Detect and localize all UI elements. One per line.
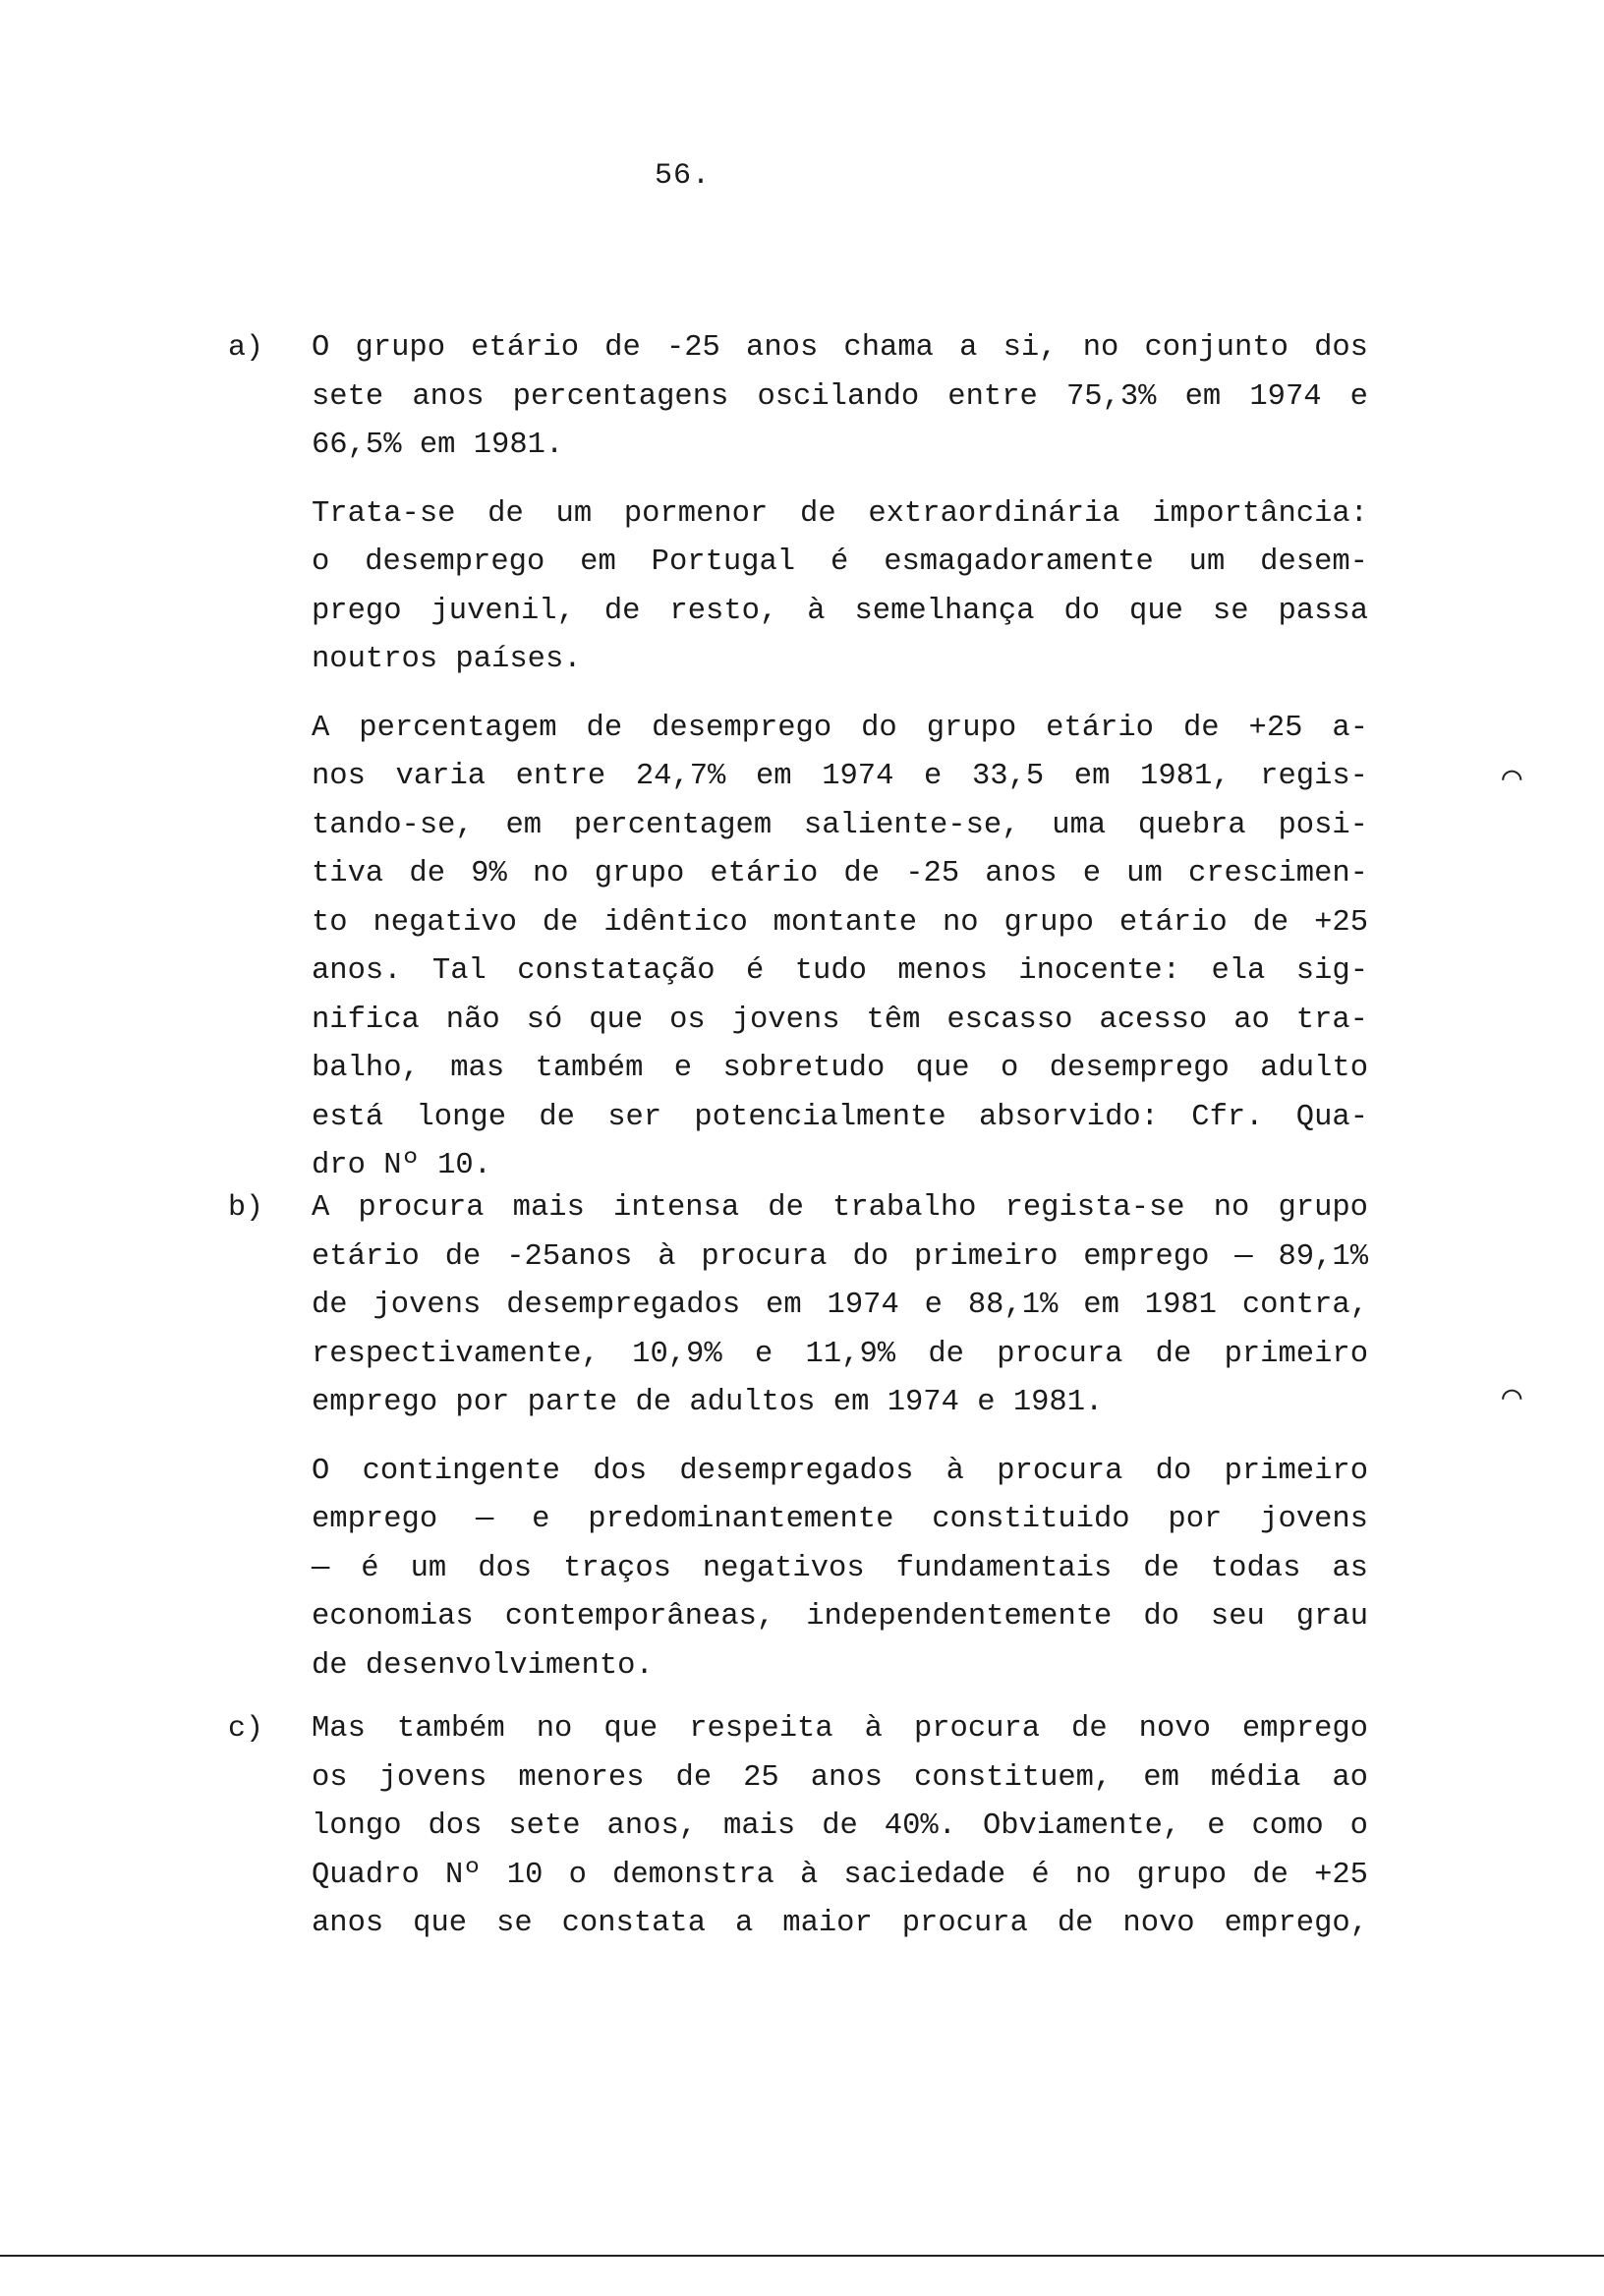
text-line: Quadro Nº 10 o demonstra à saciedade é no grupo de +25 bbox=[312, 1858, 1368, 1892]
page-number: 56. bbox=[655, 159, 712, 193]
text-line: O contingente dos desempregados à procura do primeiro bbox=[312, 1454, 1368, 1488]
item-marker: c) bbox=[228, 1712, 264, 1746]
text-line: tando-se, em percentagem saliente-se, uma quebra posi- bbox=[312, 808, 1368, 842]
item-marker: b) bbox=[228, 1191, 264, 1225]
text-line: de jovens desempregados em 1974 e 88,1% em 1981 contra, bbox=[312, 1289, 1368, 1322]
text-line: emprego — e predominantemente constituido por jovens bbox=[312, 1503, 1368, 1536]
text-line: tiva de 9% no grupo etário de -25 anos e um crescimen- bbox=[312, 857, 1368, 890]
text-line: de desenvolvimento. bbox=[312, 1648, 654, 1683]
text-line: A percentagem de desemprego do grupo etário de +25 a- bbox=[312, 711, 1368, 745]
text-line: os jovens menores de 25 anos constituem, em média ao bbox=[312, 1760, 1368, 1795]
text-line: prego juvenil, de resto, à semelhança do que se passa bbox=[312, 594, 1368, 628]
text-line: O grupo etário de -25 anos chama a si, no conjunto dos bbox=[312, 331, 1368, 365]
text-line: nifica não só que os jovens têm escasso acesso ao tra- bbox=[312, 1003, 1368, 1037]
text-line: respectivamente, 10,9% e 11,9% de procura de primeiro bbox=[312, 1337, 1368, 1371]
item-body bbox=[312, 324, 1368, 1211]
paragraph bbox=[312, 1448, 1368, 1692]
item-marker: a) bbox=[228, 331, 264, 365]
item-body bbox=[312, 1184, 1368, 1710]
paragraph bbox=[312, 324, 1368, 471]
paragraph bbox=[312, 705, 1368, 1191]
item-body bbox=[312, 1705, 1368, 1969]
margin-mark: ⌒ bbox=[1502, 1380, 1522, 1417]
text-line: to negativo de idêntico montante no grupo etário de +25 bbox=[312, 905, 1368, 940]
text-line: nos varia entre 24,7% em 1974 e 33,5 em 1981, regis- bbox=[312, 760, 1368, 793]
text-line: balho, mas também e sobretudo que o desemprego adulto bbox=[312, 1052, 1368, 1085]
text-line: anos. Tal constatação é tudo menos inocente: ela sig- bbox=[312, 954, 1368, 988]
text-line: dro Nº 10. bbox=[312, 1149, 492, 1182]
text-line: sete anos percentagens oscilando entre 75,3% em 1974 e bbox=[312, 379, 1368, 414]
text-line: economias contemporâneas, independentemente do seu grau bbox=[312, 1600, 1368, 1634]
text-line: noutros países. bbox=[312, 643, 582, 676]
bottom-rule bbox=[0, 2255, 1604, 2257]
text-line: emprego por parte de adultos em 1974 e 1981. bbox=[312, 1386, 1104, 1419]
paragraph bbox=[312, 1184, 1368, 1428]
paragraph bbox=[312, 1705, 1368, 1949]
text-line: anos que se constata a maior procura de novo emprego, bbox=[312, 1907, 1368, 1940]
paragraph bbox=[312, 490, 1368, 685]
text-line: está longe de ser potencialmente absorvido: Cfr. Qua- bbox=[312, 1100, 1368, 1134]
text-line: etário de -25anos à procura do primeiro emprego — 89,1% bbox=[312, 1239, 1368, 1274]
text-line: A procura mais intensa de trabalho regista-se no grupo bbox=[312, 1191, 1368, 1225]
text-line: Mas também no que respeita à procura de novo emprego bbox=[312, 1712, 1368, 1746]
text-line: — é um dos traços negativos fundamentais de todas as bbox=[312, 1551, 1368, 1585]
text-line: longo dos sete anos, mais de 40%. Obviamente, e como o bbox=[312, 1809, 1368, 1843]
text-line: Trata-se de um pormenor de extraordinária importância: bbox=[312, 496, 1368, 531]
margin-mark: ⌒ bbox=[1502, 761, 1522, 798]
text-line: o desemprego em Portugal é esmagadoramente um desem- bbox=[312, 545, 1368, 579]
text-line: 66,5% em 1981. bbox=[312, 429, 564, 462]
